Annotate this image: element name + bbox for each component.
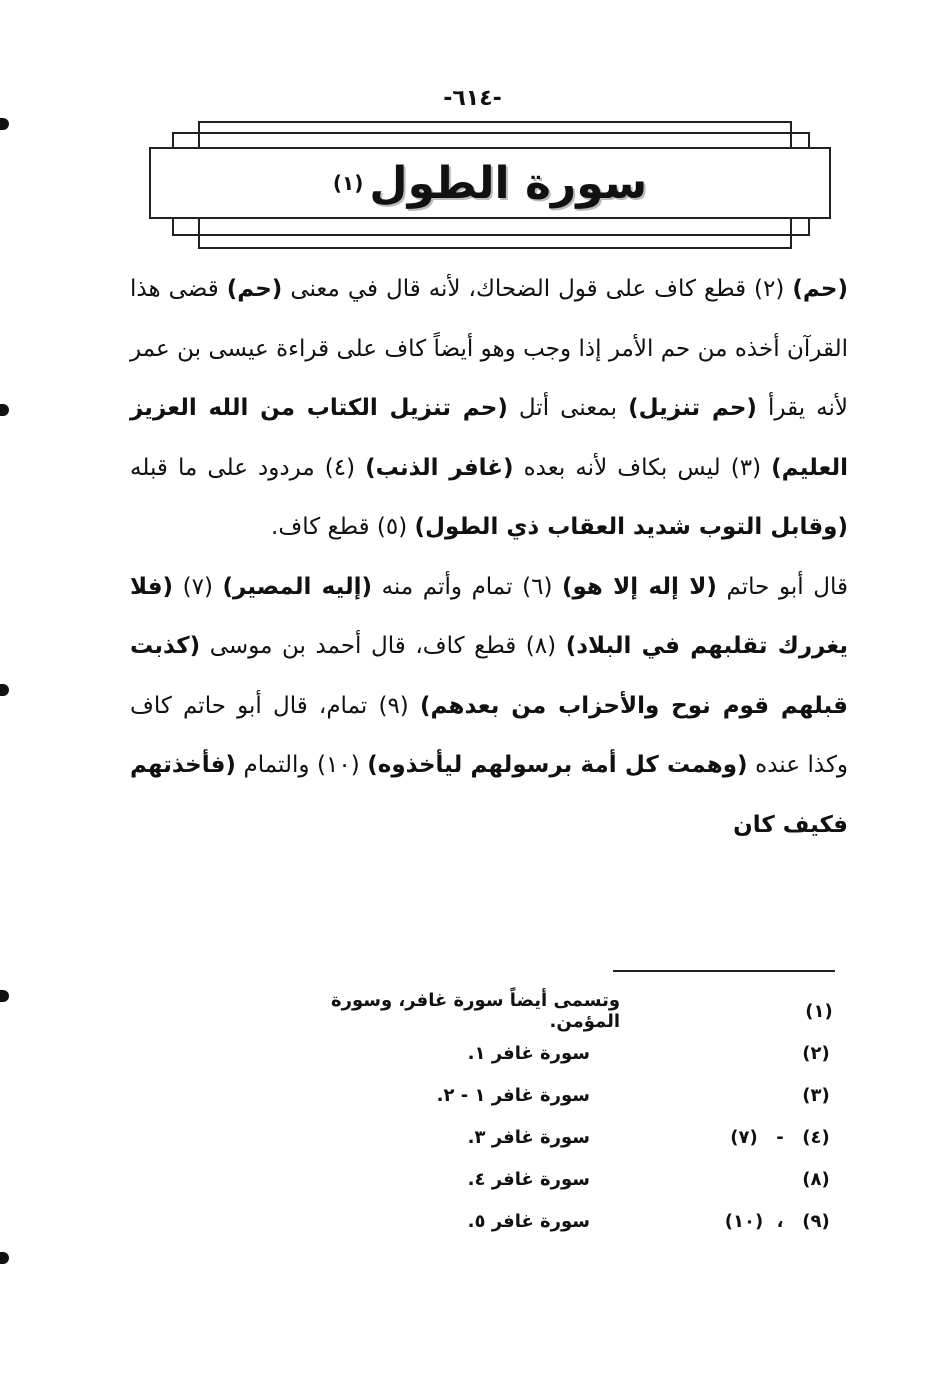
paragraph	[130, 260, 848, 558]
quran-quote: (كذبت قبلهم قوم نوح والأحزاب من بعدهم)	[130, 633, 848, 719]
edge-mark	[0, 684, 9, 696]
quran-quote: (إليه المصير)	[222, 573, 372, 600]
footnote-number: (٩)	[802, 1210, 830, 1232]
commentary-text: (٦) تمام وأتم منه	[372, 573, 562, 600]
quran-quote: (غافر الذنب)	[365, 454, 514, 481]
footnote-number: (٤)	[802, 1126, 830, 1148]
edge-mark	[0, 1252, 9, 1264]
quran-quote: (فأخذتهم فكيف كان	[130, 752, 848, 838]
footnote-row	[300, 1116, 840, 1158]
quran-quote: (فلا يغررك تقلبهم في البلاد)	[130, 573, 848, 659]
footnote-number-end: (٧)	[730, 1126, 758, 1148]
quran-quote: (وهمت كل أمة برسولهم ليأخذوه)	[367, 752, 748, 778]
footnote-text: سورة غافر ٥.	[467, 1210, 590, 1232]
footnote-number: (٣)	[802, 1084, 830, 1106]
quran-quote: (حم)	[792, 276, 848, 302]
commentary-text: (١٠) والتمام	[235, 752, 368, 778]
commentary-text: (٧)	[173, 573, 223, 600]
main-text	[130, 260, 848, 855]
footnote-text: سورة غافر ١ - ٢.	[436, 1084, 590, 1106]
footnote-row	[300, 990, 840, 1032]
quran-quote: (حم تنزيل الكتاب من الله العزيز العليم)	[130, 395, 848, 481]
footnote-text: سورة غافر ٤.	[467, 1168, 590, 1190]
quran-quote: (وقابل التوب شديد العقاب ذي الطول)	[414, 514, 848, 540]
edge-mark	[0, 404, 9, 416]
title-footnote-ref: (١)	[332, 171, 364, 195]
footnote-number: (١)	[805, 1000, 833, 1022]
footnote-text: وتسمى أيضاً سورة غافر، وسورة المؤمن.	[330, 990, 621, 1032]
commentary-text: قضى هذا القرآن أخذه من حم الأمر إذا وجب وهو أيضاً كاف على قراءة عيسى بن عمر لأنه يقرأ	[130, 276, 848, 421]
commentary-text: (٢) قطع كاف على قول الضحاك، لأنه قال في معنى	[282, 276, 793, 302]
quran-quote: (حم تنزيل)	[628, 395, 757, 421]
commentary-text: قال أبو حاتم	[716, 573, 848, 600]
commentary-text: بمعنى أتل	[507, 395, 629, 421]
footnote-number-end: (١٠)	[724, 1210, 764, 1232]
footnote-number: (٨)	[802, 1168, 830, 1190]
footnote-row	[300, 1074, 840, 1116]
edge-mark	[0, 118, 9, 130]
footnote-separator: -	[776, 1126, 784, 1148]
footnote-divider	[613, 970, 835, 972]
footnote-text: سورة غافر ١.	[467, 1042, 590, 1064]
paragraph	[130, 558, 848, 856]
quran-quote: (حم)	[226, 276, 283, 302]
surah-title-box	[149, 147, 831, 219]
commentary-text: (٣) ليس بكاف لأنه بعده	[513, 454, 772, 481]
footnote-number: (٢)	[802, 1042, 830, 1064]
footnote-row	[300, 1032, 840, 1074]
commentary-text: (٨) قطع كاف، قال أحمد بن موسى	[200, 633, 566, 659]
edge-mark	[0, 990, 9, 1002]
commentary-text: (٤) مردود على ما قبله	[130, 454, 366, 481]
footnote-separator: ،	[776, 1210, 784, 1232]
page-number: -٦١٤-	[443, 86, 502, 111]
commentary-text: (٥) قطع كاف.	[271, 514, 415, 540]
footnote-row	[300, 1158, 840, 1200]
footnote-text: سورة غافر ٣.	[467, 1126, 590, 1148]
footnote-row	[300, 1200, 840, 1242]
commentary-text: (٩) تمام، قال أبو حاتم كاف وكذا عنده	[130, 692, 849, 778]
surah-title: سورة الطول	[369, 157, 648, 209]
footnotes	[300, 990, 840, 1242]
quran-quote: (لا إله إلا هو)	[562, 573, 717, 600]
